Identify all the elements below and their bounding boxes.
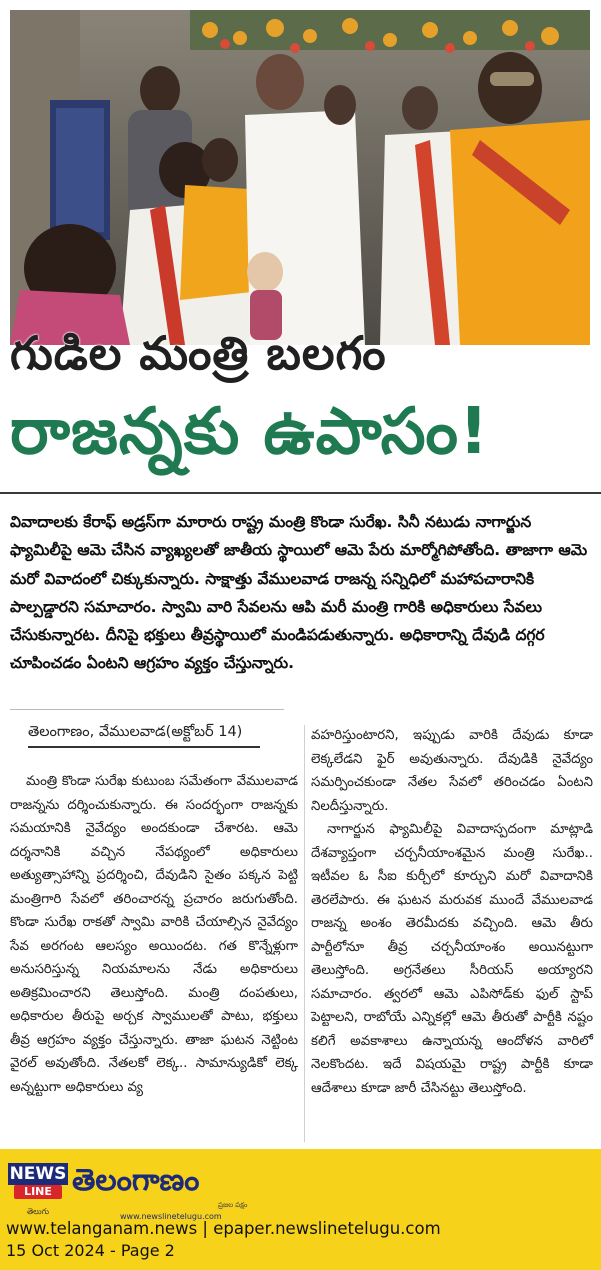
body-paragraph-right-2: నాగార్జున ఫ్యామిలీపై వివాదాస్పదంగా మాట్లాడి దేశవ్యాప్తంగా చర్చనీయాంశమైన మంత్రి సురేఖ.. ఇటీవల ఓ సీఐ కుర్చీలో కూర్చుని మరో వివాదానికి తెరలేపారు. ఈ ఘటన మరువక ముందే వేములవాడ రాజన్న అంశం తెరమీదకు వచ్చింది. ఆమె తీరు పార్టీలోనూ తీవ్ర చర్చనీయాంశం అయినట్టుగా తెలుస్తోంది. అగ్రనేతలు సీరియస్ అయ్యారని సమాచారం. త్వరలో ఆమె ఎపిసోడ్‌కు ఫుల్ స్టాప్ పెట్టాలని, రాబోయే ఎన్నికల్లో ఆమె తీరుతో పార్టీకి నష్టం కలిగే అవకాశాలు ఉన్నాయన్న ఆందోళన వారిలో నెలకొందట. ఇదే విషయమై రాష్ట్ర పార్టీకి కూడా ఆదేశాలు కూడా జారీ చేసినట్టు తెలుస్తోంది. bbox=[311, 822, 593, 1096]
news-photo bbox=[10, 10, 590, 345]
logo-subtitle: తెలుగు bbox=[26, 1207, 50, 1216]
logo-news-word: NEWS bbox=[9, 1164, 67, 1184]
body-paragraph-left: మంత్రి కొండా సురేఖ కుటుంబ సమేతంగా వేములవాడ రాజన్నను దర్శించుకున్నారు. ఈ సందర్భంగా రాజన్నకు సమయానికి నైవేద్యం అందకుండా చేశారట. ఆమె దర్శనానికి వచ్చిన నేపథ్యంలో అధికారులు అత్యుత్సాహాన్ని ప్రదర్శించి, దేవుడిని సైతం పక్కన పెట్టి మంత్రిగారి సేవలో తరించారన్న ప్రచారం జరుగుతోంది. కొండా సురేఖ రాకతో స్వామి వారికి చేయాల్సిన నైవేద్యం సేవ అరగంట ఆలస్యం అయిందట. గత కొన్నేళ్లుగా అనుసరిస్తున్న నియమాలను నేడు అధికారులు అతిక్రమించారని తెలుస్తోంది. మంత్రి దంపతులు, అధికారుల తీరుపై అర్చక స్వాములతో పాటు, భక్తులు తీవ్ర ఆగ్రహం వ్యక్తం చేస్తున్నారు. తాజా ఘటన నెట్టింట వైరల్ అవుతోంది. నేతలకో లెక్క.. సామాన్యుడికో లెక్క అన్నట్టుగా అధికారులు వ్య bbox=[10, 774, 298, 1095]
intro-rule bbox=[10, 709, 284, 710]
headline-secondary: రాజన్నకు ఉపాసం! bbox=[10, 395, 490, 469]
section-divider bbox=[0, 492, 601, 494]
footer-urls: www.telanganam.news | epaper.newslinetelugu.com bbox=[6, 1219, 441, 1238]
brand-tagline: ప్రజల పక్షం bbox=[218, 1201, 248, 1209]
footer-date: 15 Oct 2024 - Page 2 bbox=[6, 1241, 175, 1260]
body-paragraph-right-1: వహరిస్తుంటారని, ఇప్పుడు వారికి దేవుడు కూడా లెక్కలేడని ఫైర్ అవుతున్నారు. దేవుడికి నైవేద్యం సమర్పించకుండా నేతల సేవలో తరించడం ఏంటని నిలదీస్తున్నారు. bbox=[311, 728, 593, 814]
telanganam-brand: తెలంగాణం bbox=[72, 1163, 200, 1198]
headline-primary: గుడిల మంత్రి బలగం bbox=[10, 326, 387, 380]
footer-bar bbox=[0, 1149, 601, 1270]
temple-scene-image bbox=[10, 10, 590, 345]
intro-paragraph: వివాదాలకు కేరాఫ్ అడ్రస్‌గా మారారు రాష్ట్ర మంత్రి కొండా సురేఖ. సినీ నటుడు నాగార్జున ఫ్యామిలీపై ఆమె చేసిన వ్యాఖ్యలతో జాతీయ స్థాయిలో ఆమె పేరు మార్మోగిపోతోంది. తాజాగా ఆమె మరో వివాదంలో చిక్కుకున్నారు. సాక్షాత్తు వేములవాడ రాజన్న సన్నిధిలో మహాపచారానికి పాల్పడ్డారని సమాచారం. స్వామి వారి సేవలను ఆపి మరీ మంత్రి గారికి అధికారులు సేవలు చేసుకున్నారట. దీనిపై భక్తులు తీవ్రస్థాయిలో మండిపడుతున్నారు. అధికారాన్ని దేవుడి దగ్గర చూపించడం ఏంటని ఆగ్రహం వ్యక్తం చేస్తున్నారు. bbox=[10, 513, 588, 673]
article-column-left bbox=[10, 770, 298, 1099]
column-divider bbox=[304, 725, 305, 1142]
logo-line-word: LINE bbox=[14, 1185, 62, 1199]
newsline-logo bbox=[8, 1163, 68, 1205]
dateline: తెలంగాణం, వేములవాడ(అక్టోబర్ 14) bbox=[28, 720, 260, 748]
brand-url: www.newslinetelugu.com bbox=[120, 1212, 222, 1221]
article-column-right bbox=[311, 724, 593, 1100]
